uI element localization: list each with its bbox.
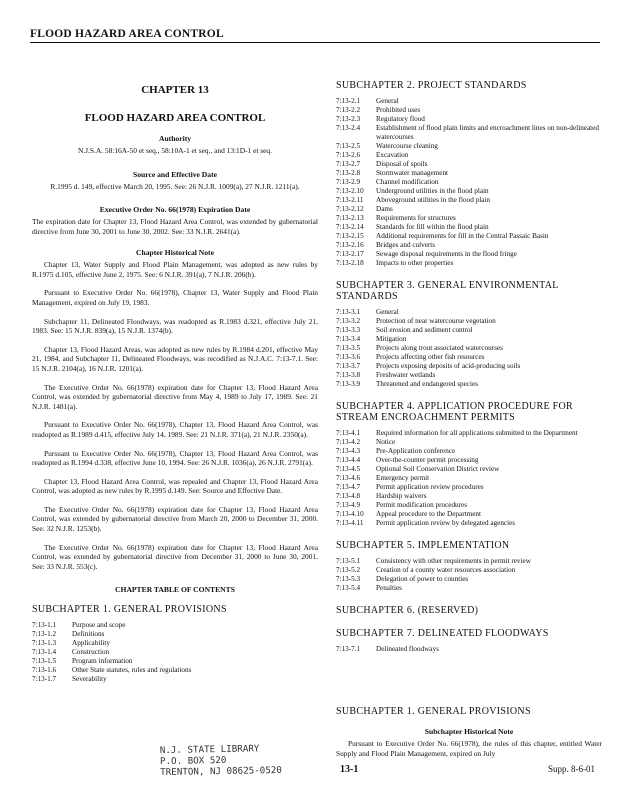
toc-entry xyxy=(336,259,602,268)
section-number: 7:13-2.4 xyxy=(336,124,361,132)
section-number: 7:13-4.2 xyxy=(336,438,361,446)
section-number: 7:13-2.17 xyxy=(336,250,364,258)
section-title: Mitigation xyxy=(376,335,407,343)
section-number: 7:13-4.3 xyxy=(336,447,361,455)
section-number: 7:13-2.8 xyxy=(336,169,361,177)
section-number: 7:13-2.6 xyxy=(336,151,361,159)
section-title: Permit modification procedures xyxy=(376,501,468,509)
source-text: R.1995 d. 149, effective March 20, 1995. See: 26 N.J.R. 1009(a), 27 N.J.R. 1211(a). xyxy=(50,181,300,191)
toc-entry xyxy=(336,575,602,584)
toc-entry xyxy=(336,326,602,335)
toc-entry xyxy=(336,566,602,575)
section-number: 7:13-5.1 xyxy=(336,557,361,565)
section-number: 7:13-2.2 xyxy=(336,106,361,114)
section-title: Prohibited uses xyxy=(376,106,421,114)
section-title: Permit application review by delegated agencies xyxy=(376,519,516,527)
section-title: General xyxy=(376,97,399,105)
toc-entry xyxy=(32,666,318,675)
section-number: 7:13-3.2 xyxy=(336,317,361,325)
section-title: Definitions xyxy=(72,630,105,639)
toc-subchapter-heading: SUBCHAPTER 5. IMPLEMENTATION xyxy=(336,540,510,551)
subchapter-note-text: Pursuant to Executive Order No. 66(1978), the rules of this chapter, entitled Water Supply and Flood Plain Management, expired on July xyxy=(336,739,602,758)
section-number: 7:13-2.15 xyxy=(336,232,364,240)
exec-order-text: The expiration date for Chapter 13, Flood Hazard Area Control, was extended by gubernatorial directive from June 30, 2001 to June 30, 2002. See: 33 N.J.R. 2641(a). xyxy=(32,217,318,236)
section-number: 7:13-4.9 xyxy=(336,501,361,509)
supplement-date: Supp. 8-6-01 xyxy=(548,764,595,774)
toc-entry xyxy=(336,169,602,178)
toc-heading: CHAPTER TABLE OF CONTENTS xyxy=(115,585,235,595)
section-number: 7:13-4.1 xyxy=(336,429,361,437)
toc-entry xyxy=(336,214,602,223)
section-number: 7:13-1.7 xyxy=(32,675,57,684)
section-number: 7:13-4.4 xyxy=(336,456,361,464)
section-number: 7:13-3.6 xyxy=(336,353,361,361)
section-number: 7:13-2.11 xyxy=(336,196,364,204)
section-title: Regulatory flood xyxy=(376,115,425,123)
section-title: Projects exposing deposits of acid-producing soils xyxy=(376,362,521,370)
toc-entry xyxy=(32,648,318,657)
toc-list xyxy=(336,557,602,593)
toc-entry xyxy=(336,645,602,654)
section-number: 7:13-2.7 xyxy=(336,160,361,168)
toc-entry xyxy=(336,447,602,456)
section-title: Creation of a county water resources association xyxy=(376,566,516,574)
history-paragraph: Chapter 13, Flood Hazard Area Control, was repealed and Chapter 13, Flood Hazard Area Control, was adopted as new rules by R.1995 d.149. See: Source and Effective Date. xyxy=(32,476,318,496)
section-title: Purpose and scope xyxy=(72,621,126,630)
section-number: 7:13-2.10 xyxy=(336,187,364,195)
toc-entry xyxy=(336,97,602,106)
exec-order-heading: Executive Order No. 66(1978) Expiration Date xyxy=(99,205,251,214)
section-title: Optional Soil Conservation District review xyxy=(376,465,500,473)
section-number: 7:13-7.1 xyxy=(336,645,361,653)
toc-entry xyxy=(336,353,602,362)
right-column xyxy=(336,80,602,767)
toc-entry xyxy=(336,557,602,566)
section-number: 7:13-1.6 xyxy=(32,666,57,675)
section-title: Permit application review procedures xyxy=(376,483,484,491)
toc-entry xyxy=(336,241,602,250)
section-number: 7:13-3.3 xyxy=(336,326,361,334)
section-number: 7:13-1.3 xyxy=(32,639,57,648)
left-column xyxy=(32,74,318,684)
section-number: 7:13-1.1 xyxy=(32,621,57,630)
toc-list xyxy=(336,645,602,654)
subchapter-1-heading: SUBCHAPTER 1. GENERAL PROVISIONS xyxy=(336,706,531,717)
toc-list xyxy=(336,429,602,528)
section-title: Required information for all applications submitted to the Department xyxy=(376,429,578,437)
section-title: Projects affecting other fish resources xyxy=(376,353,485,361)
section-number: 7:13-5.3 xyxy=(336,575,361,583)
toc-list xyxy=(32,621,318,684)
history-paragraph: Chapter 13, Flood Hazard Areas, was adopted as new rules by R.1984 d.201, effective May 21, 1984, and Subchapter 11, Delineated Floodways, was recodified as N.J.A.C. 7:13-7.1. See: 15 N.J.R. 2104(a), 16 N.J.R. 1201(a). xyxy=(32,344,318,373)
section-number: 7:13-4.11 xyxy=(336,519,364,527)
toc-entry xyxy=(336,456,602,465)
section-number: 7:13-2.5 xyxy=(336,142,361,150)
section-title: Delineated floodways xyxy=(376,645,439,653)
toc-entry xyxy=(336,232,602,241)
history-paragraph: The Executive Order No. 66(1978) expiration date for Chapter 13, Flood Hazard Area Control, was extended by gubernatorial directive from May 4, 1989 to July 17, 1989. See: 21 N.J.R. 1481(a). xyxy=(32,382,318,411)
section-number: 7:13-2.14 xyxy=(336,223,364,231)
stamp-line: TRENTON, NJ 08625-0520 xyxy=(160,764,282,779)
toc-list xyxy=(336,308,602,389)
section-number: 7:13-5.2 xyxy=(336,566,361,574)
section-number: 7:13-3.9 xyxy=(336,380,361,388)
section-number: 7:13-5.4 xyxy=(336,584,361,592)
toc-entry xyxy=(336,317,602,326)
section-title: Standards for fill within the flood plain xyxy=(376,223,489,231)
toc-entry xyxy=(336,160,602,169)
section-number: 7:13-1.5 xyxy=(32,657,57,666)
history-paragraph: Pursuant to Executive Order No. 66(1978), Chapter 13, Water Supply and Flood Plain Management, expired on July 19, 1983. xyxy=(32,288,318,307)
toc-entry xyxy=(336,178,602,187)
toc-entry xyxy=(32,621,318,630)
chapter-number: CHAPTER 13 xyxy=(141,84,209,96)
toc-subchapter-heading: SUBCHAPTER 7. DELINEATED FLOODWAYS xyxy=(336,628,549,639)
section-title: Over-the-counter permit processing xyxy=(376,456,479,464)
toc-entry xyxy=(336,344,602,353)
toc-entry xyxy=(336,151,602,160)
section-title: Disposal of spoils xyxy=(376,160,428,168)
toc-entry xyxy=(336,124,602,142)
history-paragraph: Chapter 13, Water Supply and Flood Plain Management, was adopted as new rules by R.1975 d.105, effective June 2, 1975. See: 6 N.J.R. 391(a), 7 N.J.R. 206(b). xyxy=(32,260,318,279)
toc-entry xyxy=(32,675,318,684)
running-head: FLOOD HAZARD AREA CONTROL xyxy=(30,28,600,43)
toc-entry xyxy=(336,438,602,447)
authority-text: N.J.S.A. 58:16A-50 et seq., 58:10A-1 et seq., and 13:1D-1 et seq. xyxy=(78,146,272,155)
section-title: Sewage disposal requirements in the flood fringe xyxy=(376,250,517,258)
history-paragraph: Pursuant to Executive Order No. 66(1978), Chapter 13, Flood Hazard Area Control, was readopted as R.1994 d.338, effective June 10, 1994. See: 26 N.J.R. 1036(a), 26 N.J.R. 2791(a). xyxy=(32,448,318,468)
section-title: Freshwater wetlands xyxy=(376,371,436,379)
section-title: Delegation of power to counties xyxy=(376,575,469,583)
section-title: Notice xyxy=(376,438,396,446)
section-title: Consistency with other requirements in permit review xyxy=(376,557,531,565)
source-heading: Source and Effective Date xyxy=(132,169,217,179)
toc-entry xyxy=(336,196,602,205)
section-number: 7:13-1.2 xyxy=(32,630,57,639)
section-number: 7:13-2.1 xyxy=(336,97,361,105)
section-title: Program information xyxy=(72,657,133,666)
section-title: Other State statutes, rules and regulations xyxy=(72,666,192,675)
history-heading: Chapter Historical Note xyxy=(136,248,214,258)
section-title: General xyxy=(376,308,399,316)
section-title: Appeal procedure to the Department xyxy=(376,510,481,518)
toc-list xyxy=(336,97,602,268)
section-title: Protection of near watercourse vegetation xyxy=(376,317,496,325)
section-title: Channel modification xyxy=(376,178,439,186)
section-title: Hardship waivers xyxy=(376,492,427,500)
toc-entry xyxy=(336,362,602,371)
history-paragraph: The Executive Order No. 66(1978) expiration date for Chapter 13, Flood Hazard Area Control, was extended by gubernatorial directive from December 31, 2000 to June 30, 2001. See: 33 N.J.R. 553(c). xyxy=(32,542,318,571)
toc-entry xyxy=(32,657,318,666)
section-title: Bridges and culverts xyxy=(376,241,436,249)
history-paragraph: Subchapter 11, Delineated Floodways, was readopted as R.1983 d.321, effective July 21, 1983. See: 15 N.J.R. 839(a), 15 N.J.R. 1374(b). xyxy=(32,316,318,336)
toc-entry xyxy=(336,250,602,259)
section-title: Penalties xyxy=(376,584,402,592)
section-title: Severability xyxy=(72,675,107,684)
toc-entry xyxy=(336,465,602,474)
section-number: 7:13-3.1 xyxy=(336,308,361,316)
section-number: 7:13-4.5 xyxy=(336,465,361,473)
toc-entry xyxy=(32,639,318,648)
section-title: Projects along trout associated watercourses xyxy=(376,344,503,352)
section-number: 7:13-3.7 xyxy=(336,362,361,370)
toc-entry xyxy=(336,510,602,519)
toc-entry xyxy=(336,380,602,389)
section-number: 7:13-1.4 xyxy=(32,648,57,657)
toc-entry xyxy=(336,106,602,115)
section-number: 7:13-2.12 xyxy=(336,205,364,213)
section-title: Construction xyxy=(72,648,110,657)
toc-entry xyxy=(336,501,602,510)
section-title: Applicability xyxy=(72,639,110,648)
toc-entry xyxy=(336,142,602,151)
toc-entry xyxy=(336,429,602,438)
section-title: Aboveground utilities in the flood plain xyxy=(376,196,490,204)
section-number: 7:13-2.18 xyxy=(336,259,364,267)
toc-entry xyxy=(336,335,602,344)
section-number: 7:13-4.8 xyxy=(336,492,361,500)
toc-entry xyxy=(336,519,602,528)
section-number: 7:13-4.6 xyxy=(336,474,361,482)
toc-entry xyxy=(336,371,602,380)
subchapter-note-heading: Subchapter Historical Note xyxy=(424,727,514,736)
history-paragraph: Pursuant to Executive Order No. 66(1978), Chapter 13, Flood Hazard Area Control, was readopted as R.1989 d.415, effective July 14, 1989. See: 21 N.J.R. 371(a), 21 N.J.R. 2350(a). xyxy=(32,420,318,439)
toc-subchapter-heading: SUBCHAPTER 3. GENERAL ENVIRONMENTAL STANDARDS xyxy=(336,280,559,302)
toc-entry xyxy=(336,492,602,501)
history-paragraph: The Executive Order No. 66(1978) expiration date for Chapter 13, Flood Hazard Area Control, was extended by gubernatorial directive from March 20, 2000 to December 31, 2000. See: 32 N.J.R. 1253(b). xyxy=(32,504,318,534)
section-number: 7:13-2.13 xyxy=(336,214,364,222)
section-number: 7:13-4.10 xyxy=(336,510,364,518)
section-title: Underground utilities in the flood plain xyxy=(376,187,489,195)
section-title: Excavation xyxy=(376,151,409,159)
section-title: Emergency permit xyxy=(376,474,430,482)
section-title: Watercourse cleaning xyxy=(376,142,438,150)
section-number: 7:13-2.9 xyxy=(336,178,361,186)
toc-entry xyxy=(336,474,602,483)
page-number: 13-1 xyxy=(340,764,359,775)
section-title: Pre-Application conference xyxy=(376,447,456,455)
toc-entry xyxy=(336,187,602,196)
library-stamp xyxy=(160,743,282,778)
toc-entry xyxy=(336,308,602,317)
section-title: Establishment of flood plain limits and encroachment lines on non-delineated watercourses xyxy=(376,124,599,141)
section-number: 7:13-3.8 xyxy=(336,371,361,379)
section-title: Threatened and endangered species xyxy=(376,380,478,388)
toc-subchapter-heading: SUBCHAPTER 2. PROJECT STANDARDS xyxy=(336,80,527,91)
toc-entry xyxy=(32,630,318,639)
chapter-title: FLOOD HAZARD AREA CONTROL xyxy=(84,112,266,124)
toc-subchapter-heading: SUBCHAPTER 4. APPLICATION PROCEDURE FOR STREAM ENCROACHMENT PERMITS xyxy=(336,401,574,423)
section-title: Stormwater management xyxy=(376,169,449,177)
section-title: Soil erosion and sediment control xyxy=(376,326,473,334)
toc-entry xyxy=(336,115,602,124)
section-number: 7:13-2.16 xyxy=(336,241,364,249)
section-number: 7:13-2.3 xyxy=(336,115,361,123)
section-number: 7:13-4.7 xyxy=(336,483,361,491)
stamp-line: N.J. STATE LIBRARY xyxy=(159,743,260,757)
authority-heading: Authority xyxy=(158,134,192,143)
toc-right xyxy=(336,80,602,654)
toc-entry xyxy=(336,205,602,214)
section-title: Dams xyxy=(376,205,393,213)
section-number: 7:13-3.5 xyxy=(336,344,361,352)
toc-entry xyxy=(336,483,602,492)
section-title: Requirements for structures xyxy=(376,214,456,222)
stamp-line: P.O. BOX 520 xyxy=(159,754,227,768)
toc-entry xyxy=(336,584,602,593)
toc-subchapter-heading: SUBCHAPTER 6. (RESERVED) xyxy=(336,605,479,616)
section-number: 7:13-3.4 xyxy=(336,335,361,343)
toc-subchapter-1-heading: SUBCHAPTER 1. GENERAL PROVISIONS xyxy=(32,604,227,616)
section-title: Impacts to other properties xyxy=(376,259,454,267)
toc-entry xyxy=(336,223,602,232)
section-title: Additional requirements for fill in the Central Passaic Basin xyxy=(376,232,549,240)
